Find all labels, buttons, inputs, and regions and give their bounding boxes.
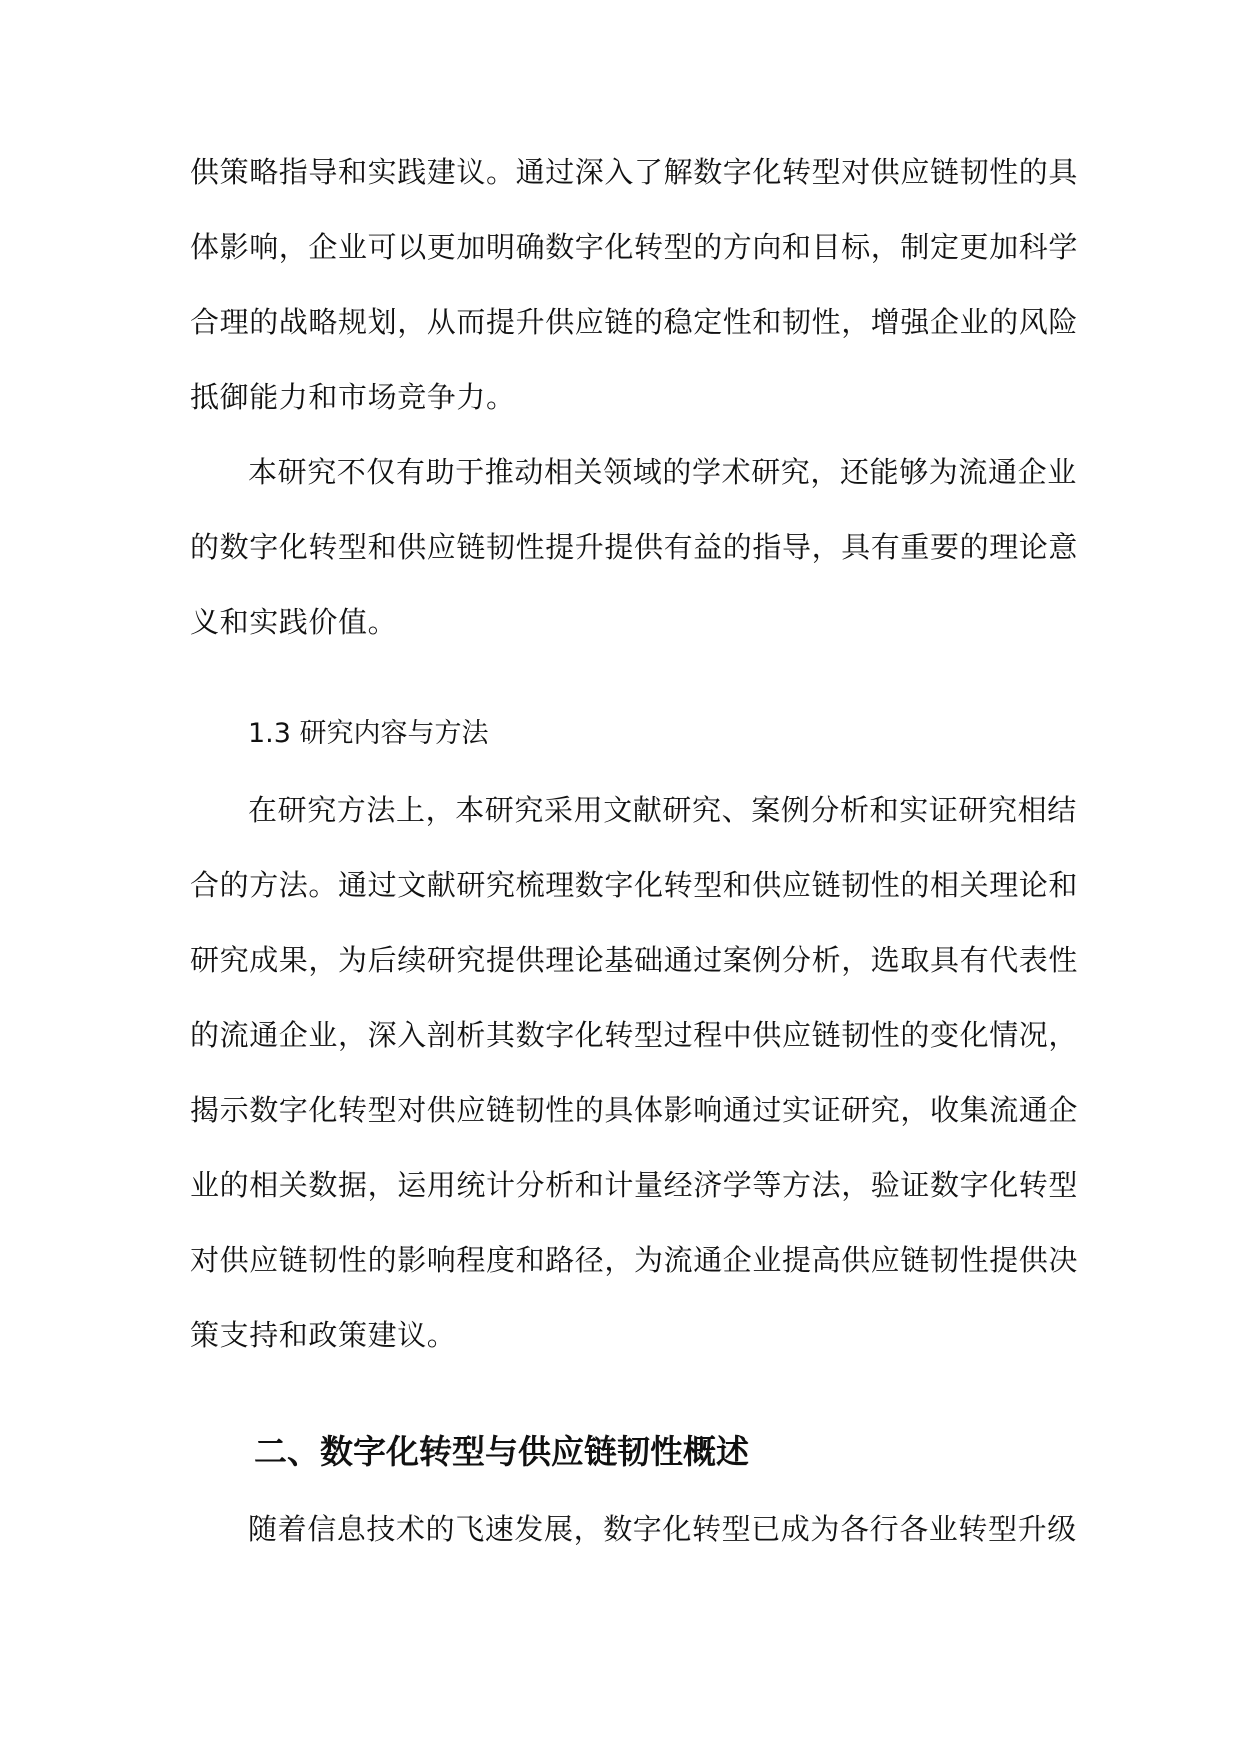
paragraph-line: 合的方法。通过文献研究梳理数字化转型和供应链韧性的相关理论和 bbox=[190, 868, 1079, 902]
section-heading-2: 二、数字化转型与供应链韧性概述 bbox=[254, 1432, 749, 1471]
paragraph-line: 的流通企业，深入剖析其数字化转型过程中供应链韧性的变化情况， bbox=[190, 1018, 1079, 1052]
paragraph-line: 体影响，企业可以更加明确数字化转型的方向和目标，制定更加科学 bbox=[190, 230, 1079, 264]
paragraph-line: 的数字化转型和供应链韧性提升提供有益的指导，具有重要的理论意 bbox=[190, 530, 1079, 564]
paragraph-line: 义和实践价值。 bbox=[190, 605, 398, 639]
paragraph-line: 供策略指导和实践建议。通过深入了解数字化转型对供应链韧性的具 bbox=[190, 155, 1079, 189]
paragraph-line: 合理的战略规划，从而提升供应链的稳定性和韧性，增强企业的风险 bbox=[190, 305, 1079, 339]
paragraph-line: 在研究方法上，本研究采用文献研究、案例分析和实证研究相结 bbox=[248, 793, 1077, 827]
paragraph-line: 本研究不仅有助于推动相关领域的学术研究，还能够为流通企业 bbox=[248, 455, 1077, 489]
section-heading-1-3: 1.3 研究内容与方法 bbox=[248, 718, 489, 749]
paragraph-line: 对供应链韧性的影响程度和路径，为流通企业提高供应链韧性提供决 bbox=[190, 1243, 1079, 1277]
paragraph-line: 抵御能力和市场竞争力。 bbox=[190, 380, 516, 414]
paragraph-line: 研究成果，为后续研究提供理论基础通过案例分析，选取具有代表性 bbox=[190, 943, 1079, 977]
paragraph-line: 业的相关数据，运用统计分析和计量经济学等方法，验证数字化转型 bbox=[190, 1168, 1079, 1202]
paragraph-line: 揭示数字化转型对供应链韧性的具体影响通过实证研究，收集流通企 bbox=[190, 1093, 1079, 1127]
paragraph-line: 策支持和政策建议。 bbox=[190, 1318, 457, 1352]
paragraph-line: 随着信息技术的飞速发展，数字化转型已成为各行各业转型升级 bbox=[248, 1512, 1077, 1546]
